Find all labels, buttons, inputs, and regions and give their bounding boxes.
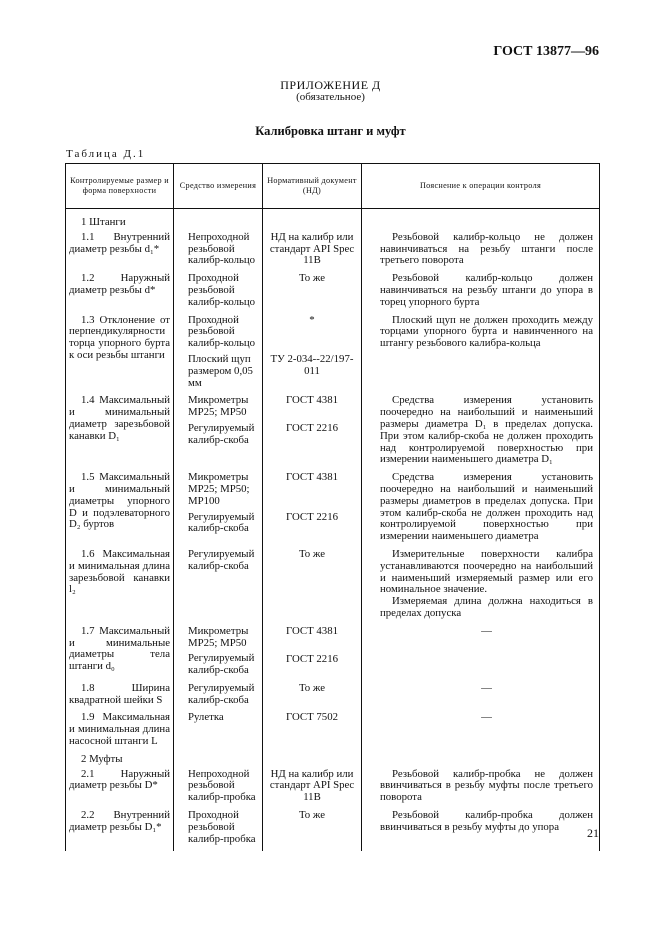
surface-cell: 1.3 Отклонение от перпендикулярности торца упорного бурта к оси резьбы штанги [66, 315, 174, 396]
instrument-cell: Рулетка [174, 712, 263, 753]
table-row [66, 683, 600, 713]
table-cell [362, 209, 600, 232]
surface-cell: 2.1 Наружный диаметр резьбы D* [66, 769, 174, 810]
section-title-rods: 1 Штанги [66, 209, 174, 232]
instrument-cell: Микрометры МР25; МР50 Регулируемый калибр-скоба [174, 395, 263, 472]
table-row [66, 769, 600, 810]
explanation-cell: — [362, 712, 600, 753]
surface-cell: 1.1 Внутренний диаметр резьбы d₁* [66, 232, 174, 273]
instrument-cell: Проходной резьбовой калибр-кольцо Плоский щуп размером 0,05 мм [174, 315, 263, 396]
table-row [66, 315, 600, 396]
standard-cell: То же [263, 810, 362, 851]
explanation-cell: Средства измерения установить поочередно на наибольший и наименьший размеры диаметра D₁ в пределах допуска. При этом калибр-скоба не должен проходить над контролируемой поверхностью при измерении наименьшего диаметра D₁ [362, 395, 600, 472]
instrument-cell: Регулируемый калибр-скоба [174, 683, 263, 713]
explanation-cell: Резьбовой калибр-кольцо должен навинчиваться на резьбу штанги до упора в торец упорного бурта [362, 273, 600, 314]
instrument-cell: Проходной резьбовой калибр-кольцо [174, 273, 263, 314]
instrument-cell: Непроходной резьбовой калибр-пробка [174, 769, 263, 810]
surface-cell: 1.4 Максимальный и минимальный диаметр зарезьбовой канавки D₁ [66, 395, 174, 472]
table-caption: Таблица Д.1 [66, 148, 146, 160]
table-cell [362, 754, 600, 769]
standard-cell: НД на калибр или стандарт API Spec 11B [263, 769, 362, 810]
surface-cell: 2.2 Внутренний диаметр резьбы D₁* [66, 810, 174, 851]
column-header-surface: Контролируемые размер и форма поверхности [66, 164, 174, 209]
explanation-cell: Резьбовой калибр-пробка не должен ввинчиваться в резьбу муфты после третьего поворота [362, 769, 600, 810]
standard-cell: ГОСТ 4381 ГОСТ 2216 [263, 626, 362, 683]
section-title-couplings: 2 Муфты [66, 754, 174, 769]
table-row [66, 209, 600, 232]
column-header-explanation: Пояснение к операции контроля [362, 164, 600, 209]
column-header-instrument: Средство измерения [174, 164, 263, 209]
table-row [66, 472, 600, 549]
surface-cell: 1.7 Максимальный и минимальные диаметры тела штанги d₀ [66, 626, 174, 683]
annex-subtitle: (обязательное) [296, 91, 365, 103]
instrument-cell: Микрометры МР25; МР50 Регулируемый калибр-скоба [174, 626, 263, 683]
table-row [66, 810, 600, 851]
explanation-cell: Плоский щуп не должен проходить между торцами упорного бурта и навинченного на штангу резьбового калибра-кольца [362, 315, 600, 396]
page-number: 21 [587, 826, 599, 840]
surface-cell: 1.9 Максимальная и минимальная длина насосной штанги L [66, 712, 174, 753]
explanation-cell: — [362, 683, 600, 713]
table-heading: Калибровка штанг и муфт [255, 124, 406, 138]
standard-cell: * ТУ 2-034--22/197-011 [263, 315, 362, 396]
instrument-cell: Регулируемый калибр-скоба [174, 549, 263, 626]
explanation-cell: Средства измерения установить поочередно на наибольший и наименьший размеры диаметров в пределах допуска. При этом калибр-скоба не должен проходить над контролируемой поверхностью при измерении наименьшего диаметра [362, 472, 600, 549]
table-row [66, 395, 600, 472]
surface-cell: 1.5 Максимальный и минимальный диаметры упорного D и подэлеваторного D₂ буртов [66, 472, 174, 549]
table-row [66, 626, 600, 683]
instrument-cell: Непроходной резьбовой калибр-кольцо [174, 232, 263, 273]
table-cell [174, 754, 263, 769]
explanation-cell: Резьбовой калибр-пробка должен ввинчиваться в резьбу муфты до упора [362, 810, 600, 851]
table-row [66, 712, 600, 753]
surface-cell: 1.2 Наружный диаметр резьбы d* [66, 273, 174, 314]
table-cell [174, 209, 263, 232]
annex-title: ПРИЛОЖЕНИЕ Д [280, 78, 381, 92]
table-row [66, 232, 600, 273]
explanation-cell: — [362, 626, 600, 683]
surface-cell: 1.6 Максимальная и минимальная длина зарезьбовой канавки l₂ [66, 549, 174, 626]
calibration-table [65, 163, 600, 851]
surface-cell: 1.8 Ширина квадратной шейки S [66, 683, 174, 713]
standard-cell: ГОСТ 7502 [263, 712, 362, 753]
standard-cell: ГОСТ 4381 ГОСТ 2216 [263, 472, 362, 549]
instrument-cell: Микрометры МР25; МР50; МР100 Регулируемый калибр-скоба [174, 472, 263, 549]
table-cell [263, 209, 362, 232]
standard-cell: То же [263, 273, 362, 314]
table-row [66, 273, 600, 314]
standard-cell: НД на калибр или стандарт API Spec 11B [263, 232, 362, 273]
table-cell [263, 754, 362, 769]
table-row [66, 549, 600, 626]
standard-cell: То же [263, 683, 362, 713]
column-header-standard: Нормативный документ (НД) [263, 164, 362, 209]
explanation-cell: Резьбовой калибр-кольцо не должен навинчиваться на резьбу штанги после третьего поворота [362, 232, 600, 273]
standard-cell: ГОСТ 4381 ГОСТ 2216 [263, 395, 362, 472]
document-code: ГОСТ 13877—96 [493, 44, 599, 59]
instrument-cell: Проходной резьбовой калибр-пробка [174, 810, 263, 851]
table-header-row [66, 164, 600, 209]
table-row [66, 754, 600, 769]
standard-cell: То же [263, 549, 362, 626]
explanation-cell: Измерительные поверхности калибра устанавливаются поочередно на наибольший и наименьший измеряемый размер или его номинальное значение. Измеряемая длина должна находиться в пределах допуска [362, 549, 600, 626]
